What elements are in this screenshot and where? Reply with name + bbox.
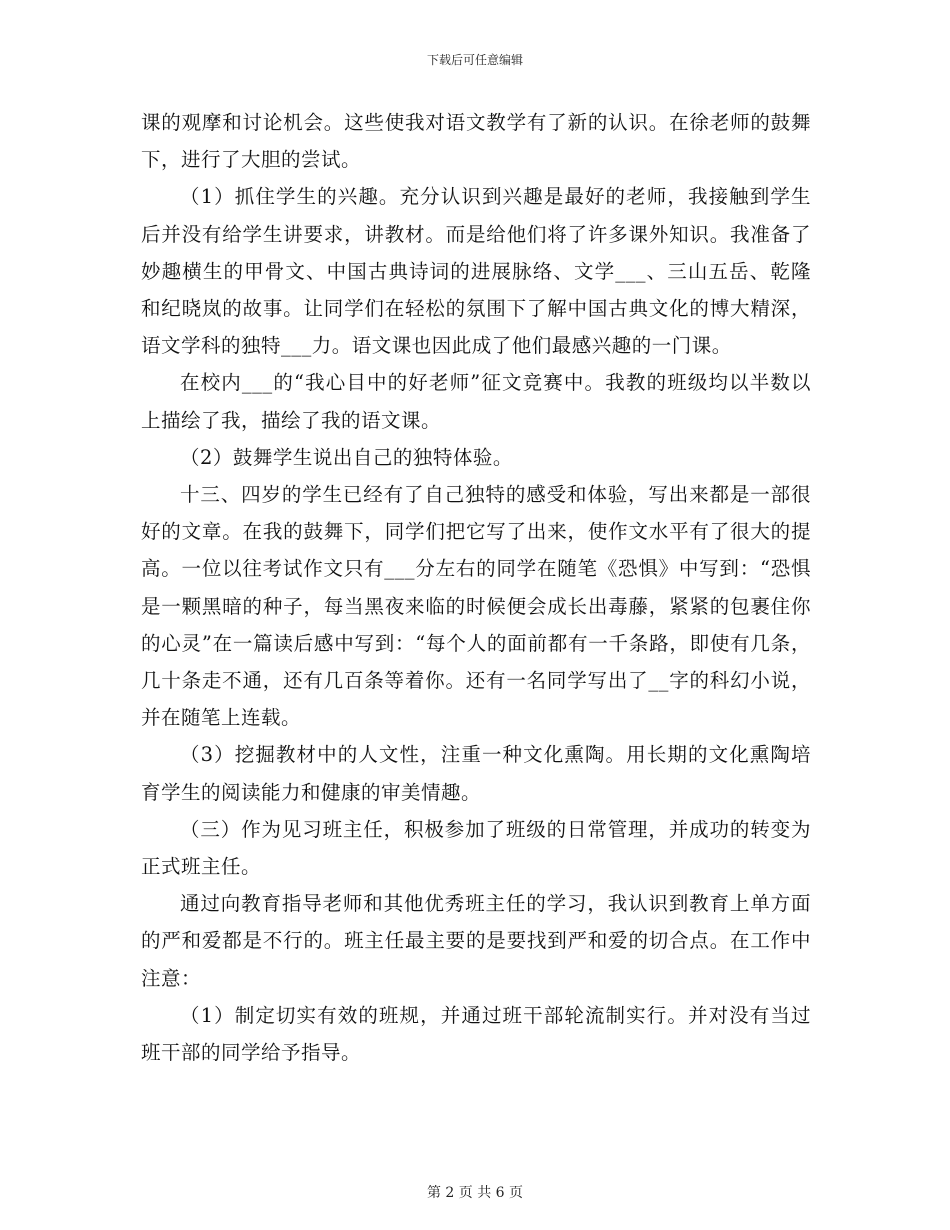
- paragraph: 十三、四岁的学生已经有了自己独特的感受和体验，写出来都是一部很好的文章。在我的鼓舞下，同学们把它写了出来，使作文水平有了很大的提高。一位以往考试作文只有___分左右的同学在随笔《恐惧》中写到：“恐惧是一颗黑暗的种子，每当黑夜来临的时候便会成长出毒藤，紧紧的包裹住你的心灵”在一篇读后感中写到：“每个人的面前都有一千条路，即使有几条，几十条走不通，还有几百条等着你。还有一名同学写出了__字的科幻小说，并在随笔上连载。: [141, 483, 811, 730]
- paragraph: 在校内___的“我心目中的好老师”征文竞赛中。我教的班级均以半数以上描绘了我，描绘了我的语文课。: [141, 371, 811, 432]
- paragraph: 课的观摩和讨论机会。这些使我对语文教学有了新的认识。在徐老师的鼓舞下，进行了大胆的尝试。: [141, 111, 811, 172]
- page-header: 下载后可任意编辑: [426, 53, 523, 67]
- paragraph: （2）鼓舞学生说出自己的独特体验。: [180, 445, 513, 469]
- paragraph: （1）抓住学生的兴趣。充分认识到兴趣是最好的老师，我接触到学生后并没有给学生讲要求，讲教材。而是给他们将了许多课外知识。我准备了妙趣横生的甲骨文、中国古典诗词的进展脉络、文学___、三山五岳、乾隆和纪晓岚的故事。让同学们在轻松的氛围下了解中国古典文化的博大精深，语文学科的独特___力。语文课也因此成了他们最感兴趣的一门课。: [141, 185, 811, 358]
- paragraph: 通过向教育指导老师和其他优秀班主任的学习，我认识到教育上单方面的严和爱都是不行的。班主任最主要的是要找到严和爱的切合点。在工作中注意：: [141, 892, 811, 990]
- paragraph: （1）制定切实有效的班规，并通过班干部轮流制实行。并对没有当过班干部的同学给予指导。: [141, 1003, 811, 1065]
- paragraph: （3）挖掘教材中的人文性，注重一种文化熏陶。用长期的文化熏陶培育学生的阅读能力和健康的审美情趣。: [141, 743, 811, 804]
- paragraph: （三）作为见习班主任，积极参加了班级的日常管理，并成功的转变为正式班主任。: [141, 817, 811, 879]
- document-body: [141, 104, 811, 1071]
- page-number: 第 2 页 共 6 页: [426, 1185, 524, 1201]
